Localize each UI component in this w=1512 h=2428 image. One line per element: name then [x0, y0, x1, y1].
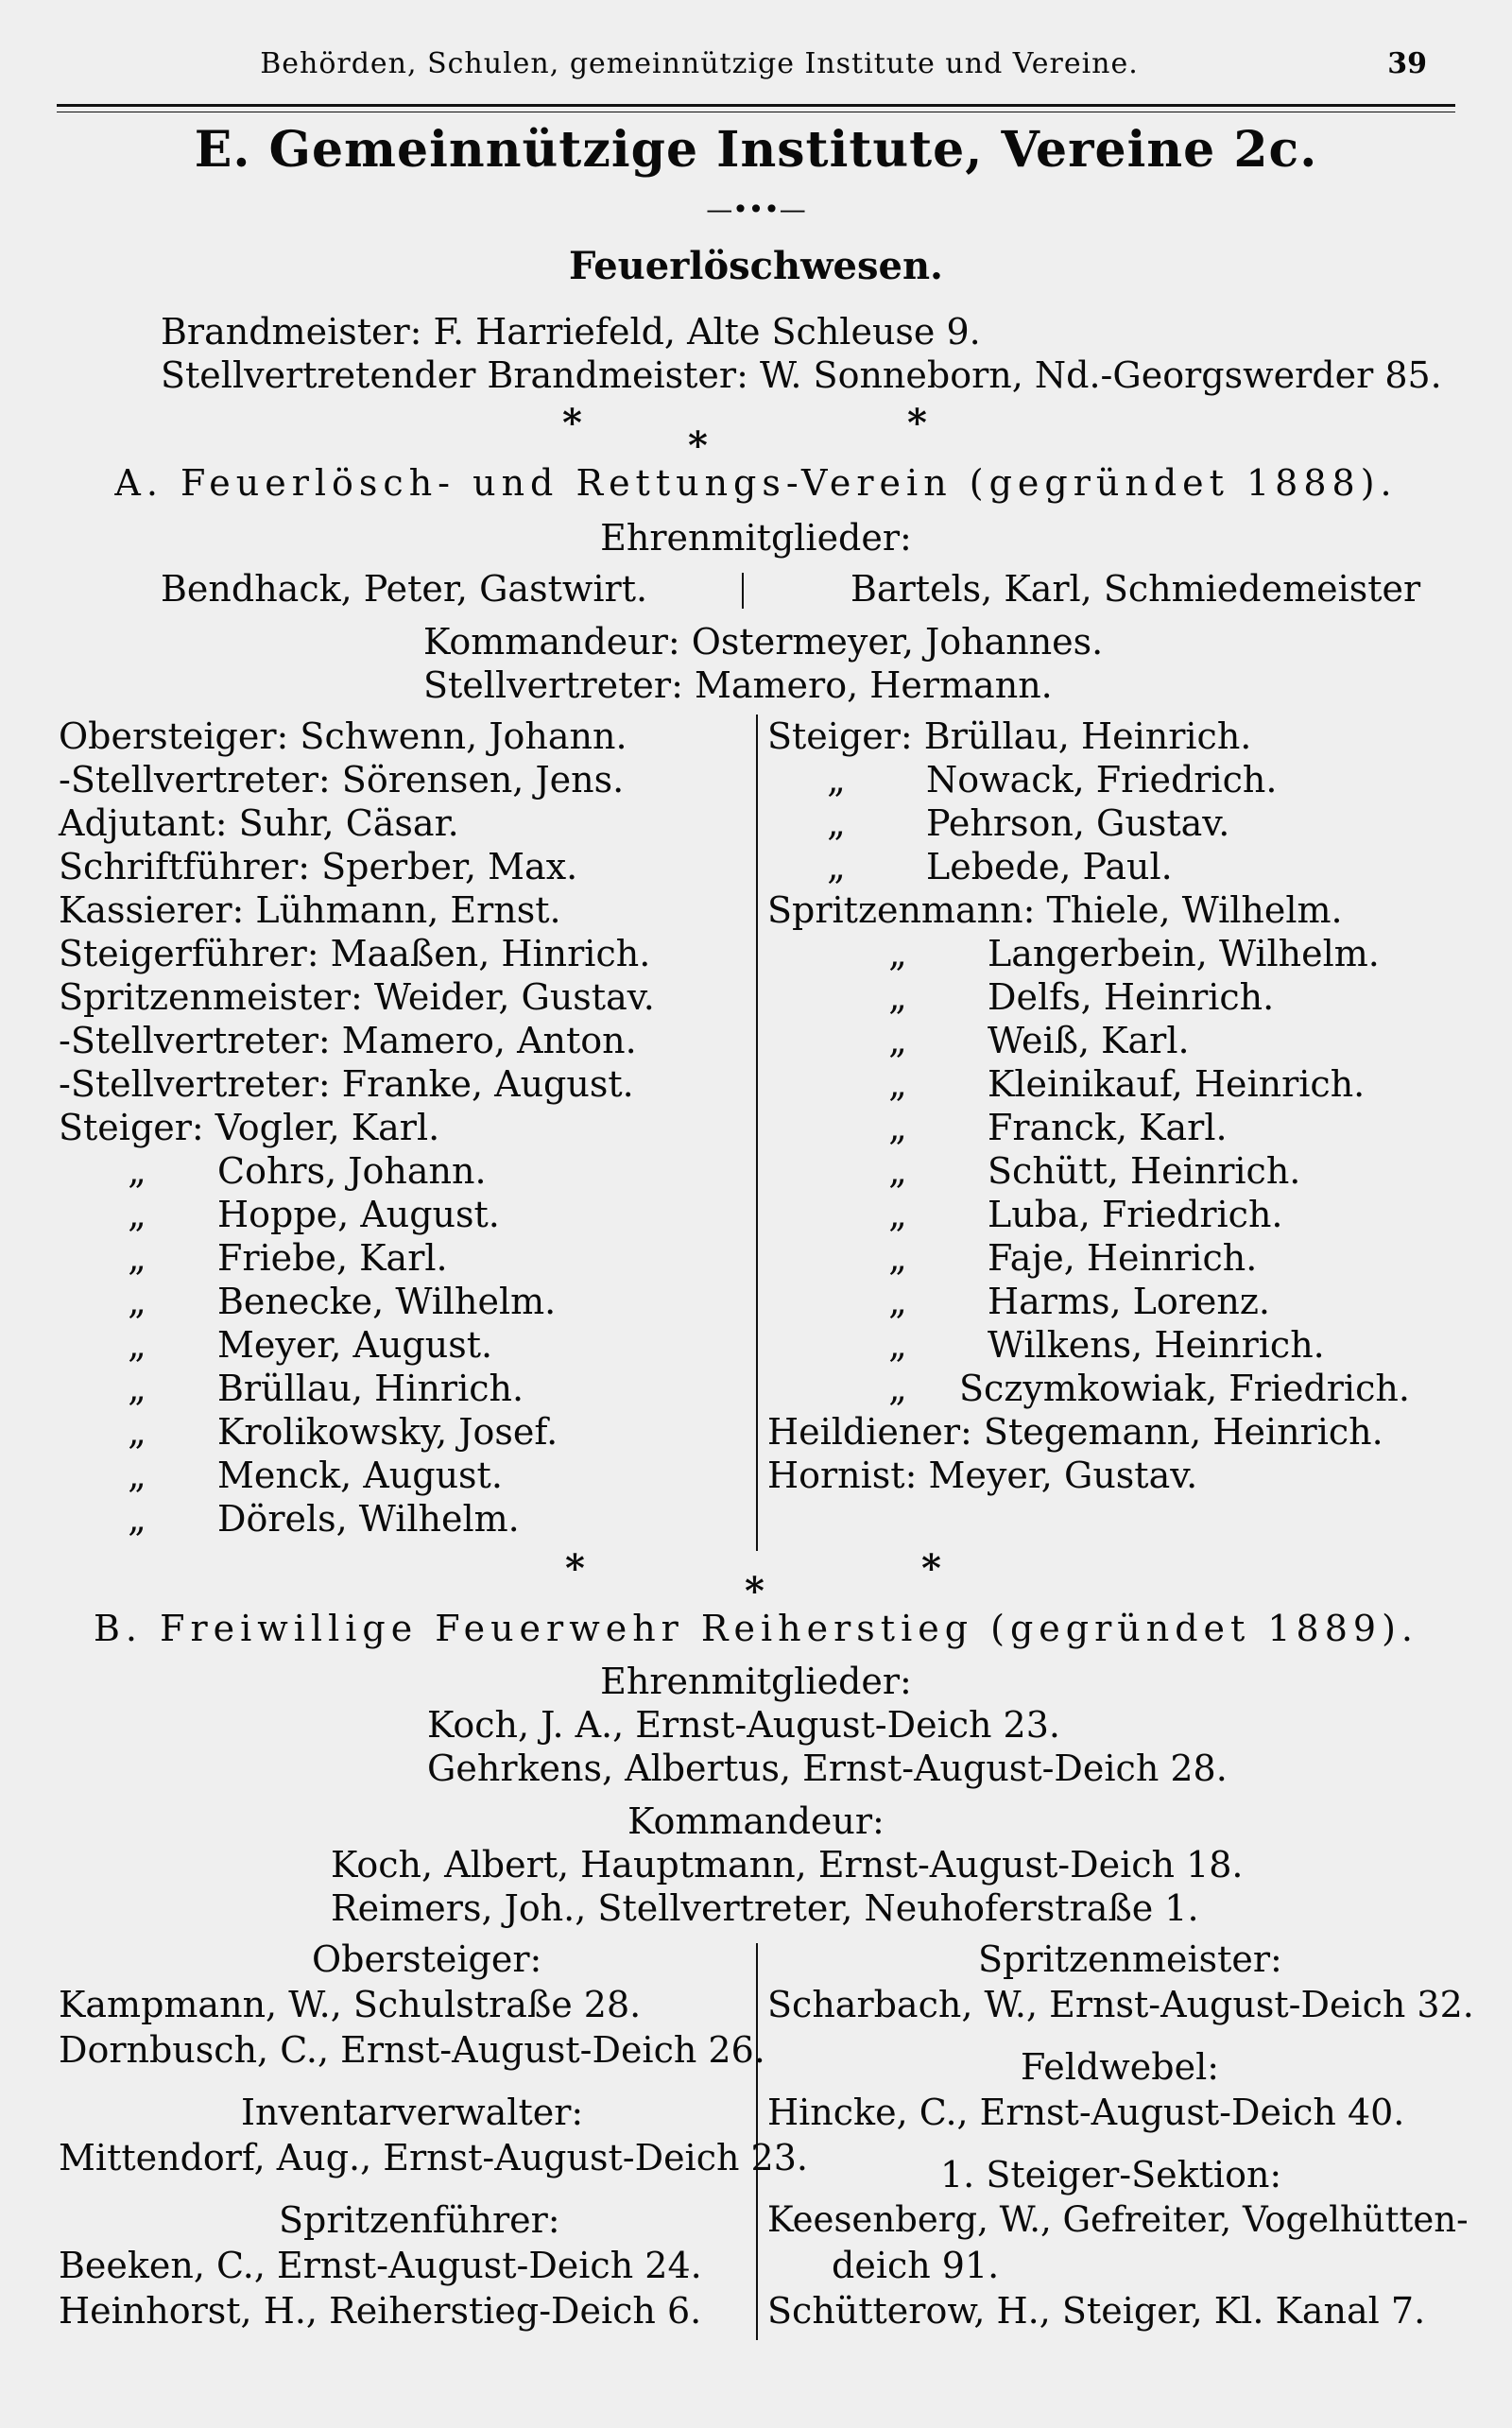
ditto-mark: „: [128, 1237, 146, 1279]
list-item: „ Brüllau, Hinrich.: [113, 1367, 524, 1410]
section-a-honorary-right: Bartels, Karl, Schmiedemeister: [850, 568, 1421, 610]
list-item: „ Franck, Karl.: [874, 1106, 1228, 1149]
list-item: Obersteiger: Schwenn, Johann.: [59, 715, 627, 757]
list-item: „ Langerbein, Wilhelm.: [874, 932, 1380, 975]
list-item: „ Faje, Heinrich.: [874, 1236, 1257, 1280]
ornament-divider: —•••—: [706, 194, 806, 225]
running-title: Behörden, Schulen, gemeinnützige Institute und Vereine.: [260, 47, 1139, 80]
section-b-honorary-2: Gehrkens, Albertus, Ernst-August-Deich 28.: [427, 1748, 1228, 1789]
asterisk: *: [565, 1546, 585, 1591]
spritzenfuehrer-label: Spritzenführer:: [279, 2199, 560, 2241]
list-item: Steiger: Brüllau, Heinrich.: [767, 715, 1252, 757]
list-item: Hornist: Meyer, Gustav.: [767, 1455, 1198, 1496]
list-item: Schütterow, H., Steiger, Kl. Kanal 7.: [767, 2290, 1426, 2332]
asterisk: *: [562, 401, 582, 445]
list-item: Heildiener: Stegemann, Heinrich.: [767, 1411, 1383, 1453]
section-b-honorary-1: Koch, J. A., Ernst-August-Deich 23.: [427, 1704, 1060, 1746]
section-b-honorary-label: Ehrenmitglieder:: [600, 1661, 912, 1702]
list-item: Kampmann, W., Schulstraße 28.: [59, 1984, 642, 2025]
list-item: Hincke, C., Ernst-August-Deich 40.: [767, 2092, 1405, 2133]
ditto-mark: „: [128, 1368, 146, 1409]
list-item: Kassierer: Lühmann, Ernst.: [59, 889, 561, 931]
list-item: Beeken, C., Ernst-August-Deich 24.: [59, 2245, 702, 2286]
list-item: „ Weiß, Karl.: [874, 1019, 1190, 1062]
list-item: Adjutant: Suhr, Cäsar.: [59, 802, 459, 844]
ditto-mark: „: [128, 1498, 146, 1540]
list-item: „ Benecke, Wilhelm.: [113, 1280, 556, 1323]
list-item: „ Dörels, Wilhelm.: [113, 1497, 520, 1541]
ditto-mark: „: [128, 1324, 146, 1366]
list-item: „ Hoppe, August.: [113, 1193, 500, 1236]
list-item: Dornbusch, C., Ernst-August-Deich 26.: [59, 2029, 765, 2071]
ditto-mark: „: [128, 1150, 146, 1192]
column-divider: [742, 573, 744, 609]
section-b-commander-label: Kommandeur:: [627, 1800, 885, 1842]
ditto-mark: „: [888, 933, 907, 974]
list-item: „ Schütt, Heinrich.: [874, 1149, 1300, 1193]
list-item: „ Friebe, Karl.: [113, 1236, 448, 1280]
list-item: „ Menck, August.: [113, 1454, 503, 1497]
obersteiger-label: Obersteiger:: [312, 1938, 542, 1980]
section-a-heading: A. Feuerlösch- und Rettungs-Verein (gegründet 1888).: [114, 462, 1398, 504]
inventarverwalter-label: Inventarverwalter:: [241, 2092, 584, 2133]
ditto-mark: „: [888, 1368, 907, 1409]
list-item: „ Krolikowsky, Josef.: [113, 1410, 558, 1454]
ditto-mark: „: [827, 802, 846, 844]
section-a-commander: Kommandeur: Ostermeyer, Johannes.: [423, 621, 1104, 663]
list-item: „ Nowack, Friedrich.: [813, 758, 1277, 801]
section-b-commander-2: Reimers, Joh., Stellvertreter, Neuhoferstraße 1.: [331, 1887, 1199, 1929]
list-item: Spritzenmeister: Weider, Gustav.: [59, 976, 655, 1018]
list-item: -Stellvertreter: Mamero, Anton.: [59, 1020, 637, 1061]
page-number: 39: [1387, 47, 1427, 80]
ditto-mark: „: [888, 1281, 907, 1322]
list-item: „ Luba, Friedrich.: [874, 1193, 1283, 1236]
list-item: Steigerführer: Maaßen, Hinrich.: [59, 933, 651, 974]
ditto-mark: „: [128, 1455, 146, 1496]
section-a-honorary-label: Ehrenmitglieder:: [600, 517, 912, 559]
ditto-mark: „: [128, 1281, 146, 1322]
list-item: Steiger: Vogler, Karl.: [59, 1107, 440, 1148]
list-item: „ Lebede, Paul.: [813, 845, 1173, 888]
ditto-mark: „: [888, 1194, 907, 1235]
ditto-mark: „: [888, 976, 907, 1018]
steiger-sektion-label: 1. Steiger-Sektion:: [940, 2154, 1282, 2196]
list-item: „ Meyer, August.: [113, 1323, 492, 1367]
asterisk: *: [688, 423, 708, 468]
list-item: Spritzenmann: Thiele, Wilhelm.: [767, 889, 1343, 931]
ditto-mark: „: [128, 1194, 146, 1235]
ditto-mark: „: [827, 846, 846, 887]
ditto-mark: „: [888, 1237, 907, 1279]
list-item: „ Sczymkowiak, Friedrich.: [874, 1367, 1410, 1410]
list-item: Keesenberg, W., Gefreiter, Vogelhütten-: [767, 2199, 1469, 2240]
list-item: -Stellvertreter: Franke, August.: [59, 1063, 634, 1105]
header-rule: [57, 104, 1455, 107]
list-item: „ Delfs, Heinrich.: [874, 975, 1274, 1019]
section-title: E. Gemeinnützige Institute, Vereine 2c.: [194, 121, 1318, 179]
section-subtitle: Feuerlöschwesen.: [569, 244, 943, 288]
ditto-mark: „: [888, 1150, 907, 1192]
list-item: „ Cohrs, Johann.: [113, 1149, 487, 1193]
ditto-mark: „: [888, 1107, 907, 1148]
list-item: deich 91.: [832, 2245, 1000, 2286]
list-item: „ Harms, Lorenz.: [874, 1280, 1270, 1323]
list-item: -Stellvertreter: Sörensen, Jens.: [59, 759, 625, 801]
list-item: Mittendorf, Aug., Ernst-August-Deich 23.: [59, 2137, 808, 2178]
section-b-heading: B. Freiwillige Feuerwehr Reiherstieg (gegründet 1889).: [94, 1608, 1418, 1649]
list-item: „ Kleinikauf, Heinrich.: [874, 1062, 1365, 1106]
column-divider: [756, 715, 758, 1551]
ditto-mark: „: [128, 1411, 146, 1453]
spritzenmeister-label: Spritzenmeister:: [978, 1938, 1282, 1980]
section-a-deputy: Stellvertreter: Mamero, Hermann.: [423, 664, 1053, 706]
ditto-mark: „: [888, 1020, 907, 1061]
stellvertretender-brandmeister-line: Stellvertretender Brandmeister: W. Sonneborn, Nd.-Georgswerder 85.: [161, 354, 1442, 396]
asterisk: *: [921, 1546, 941, 1591]
running-header: [57, 47, 1455, 104]
ditto-mark: „: [888, 1324, 907, 1366]
list-item: Heinhorst, H., Reiherstieg-Deich 6.: [59, 2290, 702, 2332]
list-item: „ Wilkens, Heinrich.: [874, 1323, 1325, 1367]
section-a-honorary-left: Bendhack, Peter, Gastwirt.: [161, 568, 648, 610]
feldwebel-label: Feldwebel:: [1021, 2046, 1220, 2088]
ditto-mark: „: [888, 1063, 907, 1105]
section-b-commander-1: Koch, Albert, Hauptmann, Ernst-August-Deich 18.: [331, 1844, 1244, 1886]
asterisk: *: [745, 1569, 765, 1613]
ditto-mark: „: [827, 759, 846, 801]
list-item: Schriftführer: Sperber, Max.: [59, 846, 578, 887]
brandmeister-line: Brandmeister: F. Harriefeld, Alte Schleuse 9.: [161, 311, 981, 353]
list-item: „ Pehrson, Gustav.: [813, 801, 1229, 845]
asterisk: *: [907, 401, 927, 445]
list-item: Scharbach, W., Ernst-August-Deich 32.: [767, 1984, 1474, 2025]
